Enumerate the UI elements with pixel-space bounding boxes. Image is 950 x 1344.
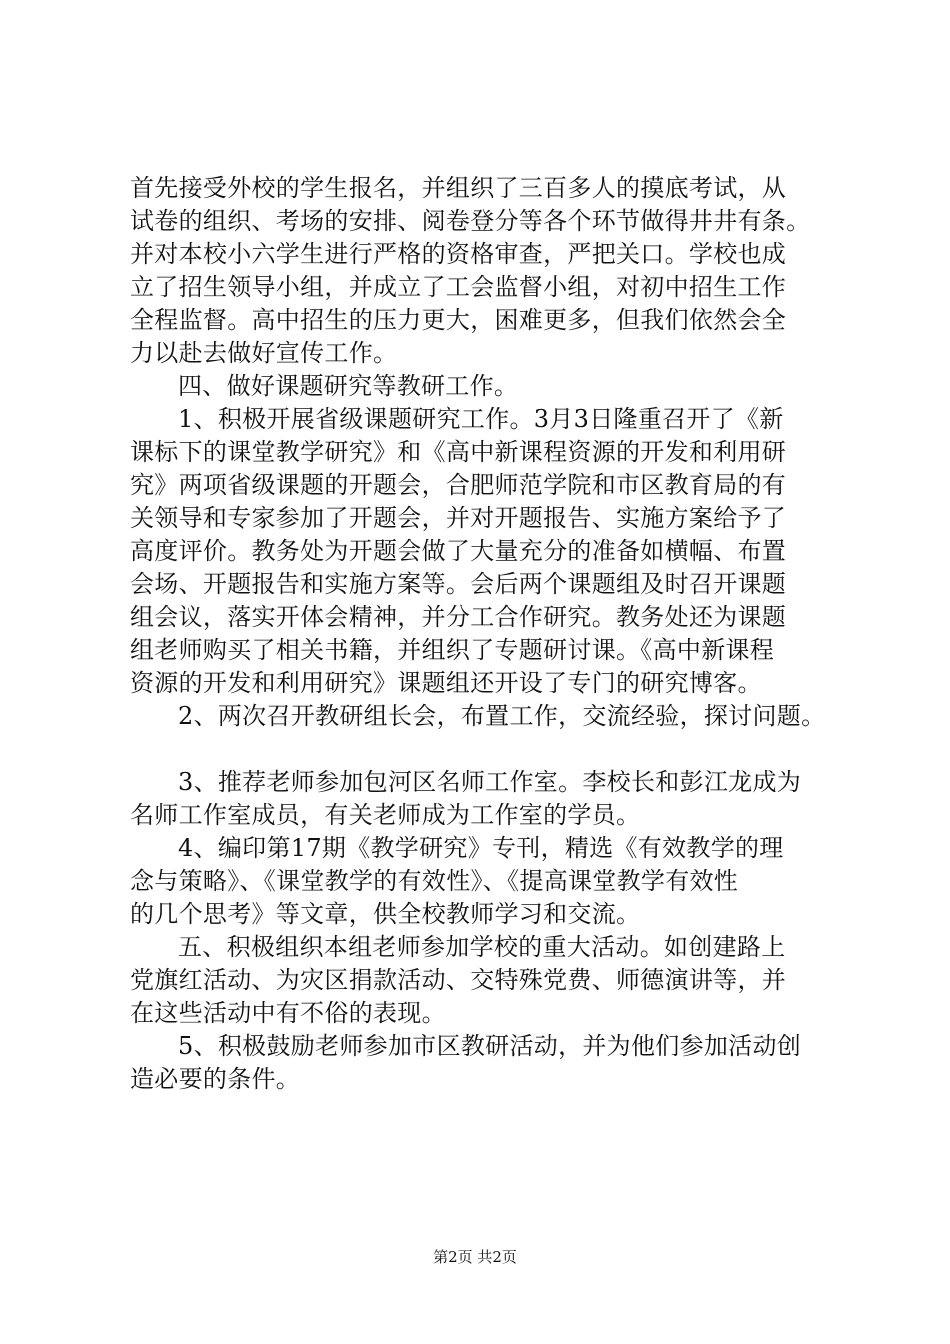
text-line: 五、积极组织本组老师参加学校的重大活动。如创建路上 <box>178 933 786 961</box>
text-line: 试卷的组织、考场的安排、阅卷登分等各个环节做得井井有条。 <box>130 207 811 235</box>
text-line: 究》两项省级课题的开题会，合肥师范学院和市区教育局的有 <box>130 471 787 499</box>
text-line: 首先接受外校的学生报名，并组织了三百多人的摸底考试，从 <box>130 174 787 202</box>
text-line: 组会议，落实开体会精神，并分工合作研究。教务处还为课题 <box>130 603 787 631</box>
text-line: 1、积极开展省级课题研究工作。3月3日隆重召开了《新 <box>178 405 784 433</box>
text-line: 造必要的条件。 <box>130 1065 301 1093</box>
text-line: 念与策略》、《课堂教学的有效性》、《提高课堂教学有效性 <box>130 867 739 895</box>
blank-line <box>130 733 850 766</box>
text-line: 5、积极鼓励老师参加市区教研活动，并为他们参加活动创 <box>178 1032 802 1060</box>
text-line: 并对本校小六学生进行严格的资格审查，严把关口。学校也成 <box>130 240 787 268</box>
text-line: 力以赴去做好宣传工作。 <box>130 339 398 367</box>
text-line: 组老师购买了相关书籍，并组织了专题研讨课。《高中新课程 <box>130 636 775 664</box>
text-line: 四、做好课题研究等教研工作。 <box>178 372 519 400</box>
text-line: 会场、开题报告和实施方案等。会后两个课题组及时召开课题 <box>130 570 787 598</box>
text-line: 关领导和专家参加了开题会，并对开题报告、实施方案给予了 <box>130 504 787 532</box>
text-line: 课标下的课堂教学研究》和《高中新课程资源的开发和利用研 <box>130 438 787 466</box>
document-body <box>130 172 850 1096</box>
text-line: 高度评价。教务处为开题会做了大量充分的准备如横幅、布置 <box>130 537 787 565</box>
text-line: 党旗红活动、为灾区捐款活动、交特殊党费、师德演讲等，并 <box>130 966 787 994</box>
text-line: 的几个思考》等文章，供全校教师学习和交流。 <box>130 900 641 928</box>
text-line: 名师工作室成员，有关老师成为工作室的学员。 <box>130 801 641 829</box>
text-line: 全程监督。高中招生的压力更大，困难更多，但我们依然会全 <box>130 306 787 334</box>
text-line: 在这些活动中有不俗的表现。 <box>130 999 446 1027</box>
text-line: 资源的开发和利用研究》课题组还开设了专门的研究博客。 <box>130 669 762 697</box>
page-footer: 第2页 共2页 <box>433 1248 517 1266</box>
text-line: 2、两次召开教研组长会，布置工作，交流经验，探讨问题。 <box>178 702 826 730</box>
text-line: 4、编印第17期《教学研究》专刊，精选《有效教学的理 <box>178 834 784 862</box>
text-line: 立了招生领导小组，并成立了工会监督小组，对初中招生工作 <box>130 273 787 301</box>
text-line: 3、推荐老师参加包河区名师工作室。李校长和彭江龙成为 <box>178 768 802 796</box>
